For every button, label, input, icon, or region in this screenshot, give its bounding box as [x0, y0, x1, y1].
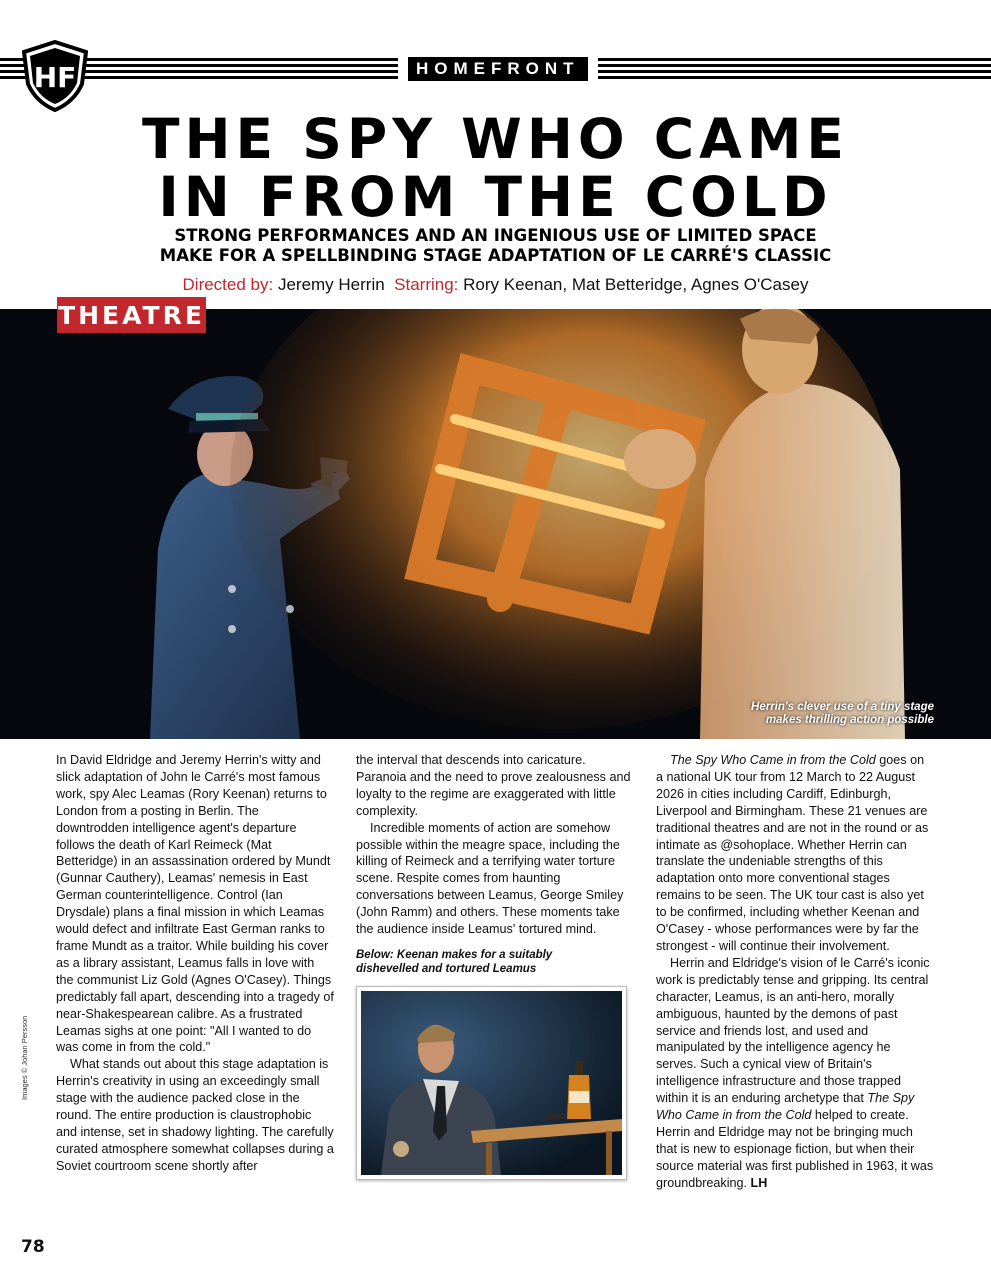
inset-caption-line-2: dishevelled and tortured Leamus — [356, 962, 537, 975]
paragraph: In David Eldridge and Jeremy Herrin's witty and slick adaptation of John le Carré's most famous work, spy Alec Leamas (Rory Keenan) returns to London from a posting in Berlin. The downtrodden intelligence agent's departure follows the death of Karl Reimeck (Mat Betteridge) in an assassination ordered by Mundt (Gunnar Cauthery), Leamas' nemesis in East German counterintelligence. Control (Ian Drysdale) plans a final mission in which Leamas would defect and infiltrate East German ranks to frame Mundt as a traitor. While building his cover as a library assistant, Leamus falls in love with the communist Liz Gold (Agnes O'Casey). Things predictably fall apart, descending into a tragedy of near-Shakespearean calibre. As a frustrated Leamas sighs at one point: "All I wanted to do was come in from the cold." — [56, 753, 334, 1055]
inset-illustration — [361, 991, 622, 1175]
hero-caption-line-2: makes thrilling action possible — [765, 714, 934, 726]
standfirst-line-1: STRONG PERFORMANCES AND AN INGENIOUS USE OF LIMITED SPACE — [174, 226, 817, 245]
show-title: The Spy Who Came in from the Cold — [670, 753, 876, 767]
author-signoff: LH — [750, 1175, 768, 1190]
inset-photo — [356, 986, 627, 1180]
headline — [0, 107, 991, 229]
headline-line-1: THE SPY WHO CAME — [142, 107, 849, 171]
starring-names: Rory Keenan, Mat Betteridge, Agnes O'Casey — [463, 275, 809, 294]
headline-line-2: IN FROM THE COLD — [158, 165, 833, 229]
paragraph: Incredible moments of action are somehow possible within the meagre space, including the killing of Reimeck and a terrifying water torture scene. Respite comes from haunting conversations between Leamus, George Smiley (John Ramm) and others. These moments take the audience inside Leamus' tortured mind. — [356, 820, 624, 937]
article-column-3 — [656, 752, 934, 1192]
logo-text: HF — [33, 61, 77, 94]
hero-caption-line-1: Herrin's clever use of a tiny stage — [751, 701, 934, 713]
hero-illustration — [0, 309, 991, 739]
paragraph-text: Herrin and Eldridge's vision of le Carré's iconic work is predictably tense and gripping. Its central character, Leamus, is an anti-hero, morally ambiguous, haunted by the demons of past service and friends lost, and used and manipulated by the intelligence agency he serves. Such a cynical view of Britain's intelligence infrastructure and those trapped within it is an enduring archetype that — [656, 955, 930, 1106]
paragraph-text: helped to create. Herrin and Eldridge may not be bringing much that is new to espionage fiction, but when their source material was first published in 1963, it was groundbreaking. — [656, 1108, 934, 1190]
page-number: 78 — [21, 1237, 45, 1257]
inset-caption-line-1: Below: Keenan makes for a suitably — [356, 948, 553, 961]
standfirst-line-2: MAKE FOR A SPELLBINDING STAGE ADAPTATION OF LE CARRÉ'S CLASSIC — [159, 246, 832, 265]
article-column-1 — [56, 752, 335, 1175]
photo-credit: Images © Johan Persson — [20, 1015, 29, 1100]
article-column-2 — [356, 752, 634, 1180]
credits-line — [0, 275, 991, 295]
paragraph: the interval that descends into caricature. Paranoia and the need to prove zealousness and loyalty to the regime are exaggerated with little complexity. — [356, 753, 631, 818]
director-name: Jeremy Herrin — [277, 275, 385, 294]
category-badge: THEATRE — [57, 297, 206, 333]
paragraph — [656, 752, 934, 955]
paragraph: What stands out about this stage adaptation is Herrin's creativity in using an exceedingly small stage with the audience packed close in the round. The entire production is claustrophobic and intense, set in shadowy lighting. The carefully curated atmosphere somewhat collapses during a Soviet courtroom scene shortly after — [56, 1057, 334, 1173]
hf-logo — [22, 40, 88, 112]
paragraph — [656, 955, 934, 1192]
section-tag — [398, 56, 598, 82]
standfirst — [0, 226, 991, 266]
paragraph-text: goes on a national UK tour from 12 March to 22 August 2026 in cities including Cardiff, Edinburgh, Liverpool and Birmingham. These 21 venues are traditional theatres and are not in the round or as intimate as @sohoplace. Whether Herrin can translate the undeniable strengths of this adaptation onto more conventional stages remains to be seen. The UK tour cast is also yet to be confirmed, including whether Keenan and O'Casey - whose performances were by far the strongest - will continue their involvement. — [656, 753, 929, 953]
starring-label: Starring: — [394, 275, 459, 294]
inset-caption — [356, 948, 634, 976]
section-label: HOMEFRONT — [408, 57, 588, 81]
hero-caption — [751, 701, 934, 727]
show-title: The Spy Who Came in from the Cold — [656, 1091, 915, 1123]
directed-label: Directed by: — [182, 275, 274, 294]
hero-photo — [0, 309, 991, 739]
